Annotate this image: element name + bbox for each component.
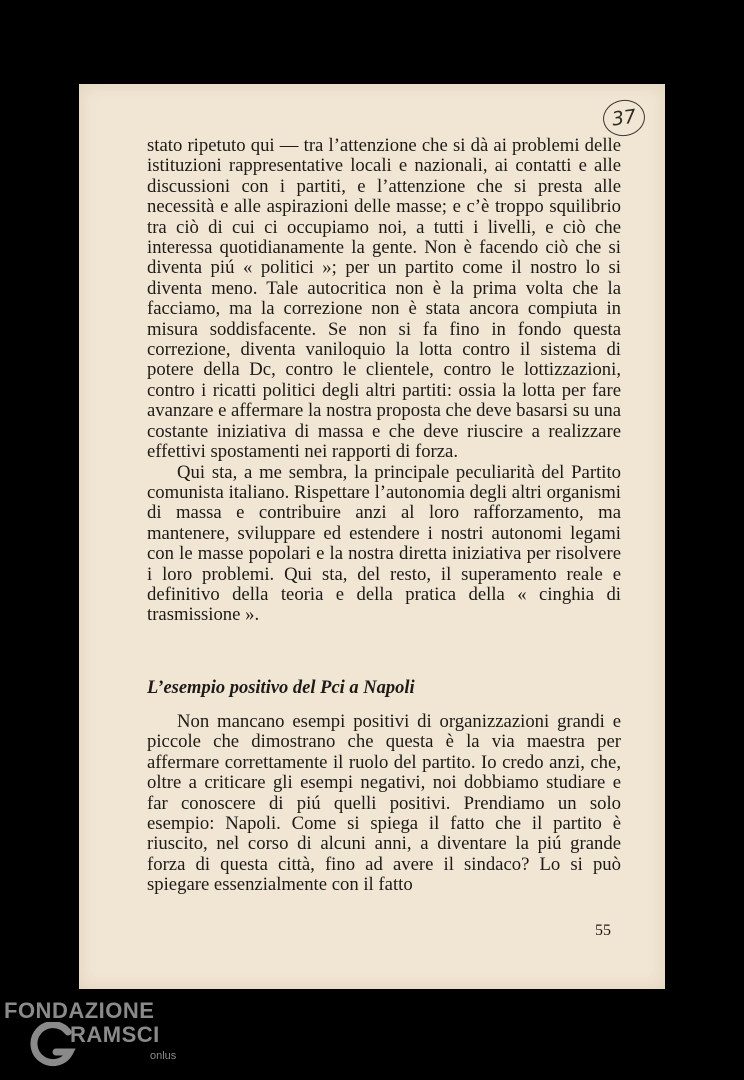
body-text-section-2 (147, 712, 621, 896)
page-number: 55 (595, 922, 611, 939)
fondazione-gramsci-logo (4, 998, 194, 1070)
paragraph: Non mancano esempi positivi di organizzazioni grandi e piccole che dimostrano che questa è la via maestra per affermare correttamente il ruolo del partito. Io credo anzi, che, oltre a criticare gli esempi negativi, noi dobbiamo studiare e far conoscere di piú quelli positivi. Prendiamo un solo esempio: Napoli. Come si spiega il fatto che il partito è riuscito, nel corso di alcuni anni, a diventare la piú grande forza di questa città, fino ad avere il sindaco? Lo si può spiegare essenzialmente con il fatto (147, 711, 621, 896)
stamp-number: 37 (610, 105, 638, 131)
paragraph: stato ripetuto qui — tra l’attenzione che si dà ai problemi delle istituzioni rappresentative locali e nazionali, ai contatti e alle discussioni con i partiti, e l’attenzione che si presta alle necessità e alle aspirazioni delle masse; e c’è troppo squilibrio tra ciò di cui ci occupiamo noi, a tutti i livelli, e ciò che interessa quotidianamente la gente. Non è facendo ciò che si diventa piú « politici »; per un partito come il nostro lo si diventa meno. Tale autocritica non è la prima volta che la facciamo, ma la correzione non è stata ancora compiuta in misura soddisfacente. Se non si fa fino in fondo questa correzione, diventa vaniloquio la lotta contro il sistema di potere della Dc, contro le clientele, contro le lottizzazioni, contro i ricatti politici degli altri partiti: ossia la lotta per fare avanzare e affermare la nostra proposta che deve basarsi su una costante iniziativa di massa e che deve riuscire a realizzare effettivi spostamenti nei rapporti di forza. (147, 135, 621, 463)
archive-stamp (601, 97, 648, 138)
document-page (79, 84, 665, 989)
logo-line-2: RAMSCI (70, 1022, 160, 1047)
logo-line-1: FONDAZIONE (4, 998, 155, 1023)
body-text-section-1 (147, 136, 621, 626)
logo-onlus: onlus (150, 1050, 177, 1062)
paragraph: Qui sta, a me sembra, la principale peculiarità del Partito comunista italiano. Rispettare l’autonomia degli altri organismi di massa e contribuire anzi al loro rafforzamento, ma mantenere, sviluppare ed estendere i nostri autonomi legami con le masse popolari e la nostra diretta iniziativa per risolvere i loro problemi. Qui sta, del resto, il superamento reale e definitivo della teoria e della pratica della « cinghia di trasmissione ». (147, 461, 621, 626)
section-heading: L’esempio positivo del Pci a Napoli (147, 678, 415, 698)
